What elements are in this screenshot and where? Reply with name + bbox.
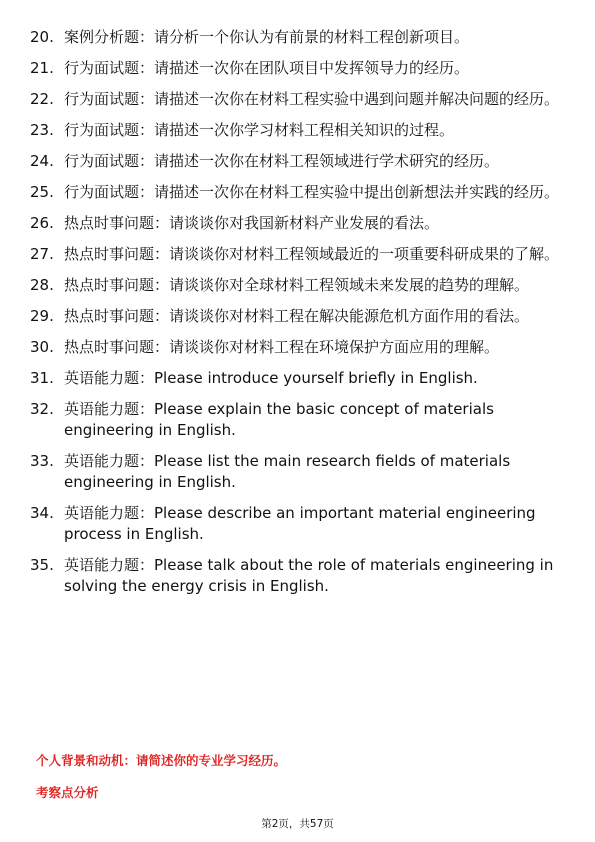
question-text: 英语能力题：Please explain the basic concept of materials engineering in English. (64, 400, 494, 439)
question-item (30, 368, 570, 389)
question-number: 21. (30, 59, 54, 77)
question-item (30, 182, 570, 203)
question-item (30, 399, 570, 441)
question-item (30, 58, 570, 79)
question-text: 案例分析题：请分析一个你认为有前景的材料工程创新项目。 (64, 28, 470, 46)
question-item (30, 451, 570, 493)
question-item (30, 337, 570, 358)
question-item (30, 120, 570, 141)
question-number: 25. (30, 183, 54, 201)
question-text: 行为面试题：请描述一次你在材料工程领域进行学术研究的经历。 (64, 152, 500, 170)
question-number: 24. (30, 152, 54, 170)
page-number-footer: 第2页，共57页 (261, 818, 334, 830)
question-text: 热点时事问题：请谈谈你对材料工程领域最近的一项重要科研成果的了解。 (64, 245, 560, 263)
section-heading: 个人背景和动机：请简述你的专业学习经历。 (36, 753, 287, 768)
question-item (30, 275, 570, 296)
question-number: 22. (30, 90, 54, 108)
question-number: 34. (30, 504, 54, 522)
question-number: 30. (30, 338, 54, 356)
question-text: 英语能力题：Please introduce yourself briefly in English. (64, 369, 478, 387)
question-text: 行为面试题：请描述一次你在材料工程实验中遇到问题并解决问题的经历。 (64, 90, 560, 108)
question-item (30, 27, 570, 48)
question-number: 29. (30, 307, 54, 325)
question-text: 热点时事问题：请谈谈你对材料工程在解决能源危机方面作用的看法。 (64, 307, 530, 325)
question-text: 热点时事问题：请谈谈你对我国新材料产业发展的看法。 (64, 214, 440, 232)
question-item (30, 213, 570, 234)
question-item (30, 151, 570, 172)
question-text: 行为面试题：请描述一次你学习材料工程相关知识的过程。 (64, 121, 455, 139)
question-item (30, 555, 570, 597)
question-number: 35. (30, 556, 54, 574)
question-number: 28. (30, 276, 54, 294)
question-text: 英语能力题：Please list the main research fields of materials engineering in English. (64, 452, 511, 491)
question-number: 23. (30, 121, 54, 139)
section-subheading: 考察点分析 (36, 785, 99, 800)
question-number: 33. (30, 452, 54, 470)
question-number: 27. (30, 245, 54, 263)
question-text: 行为面试题：请描述一次你在团队项目中发挥领导力的经历。 (64, 59, 470, 77)
question-number: 20. (30, 28, 54, 46)
question-text: 热点时事问题：请谈谈你对全球材料工程领域未来发展的趋势的理解。 (64, 276, 530, 294)
question-text: 热点时事问题：请谈谈你对材料工程在环境保护方面应用的理解。 (64, 338, 500, 356)
question-list (30, 27, 570, 607)
question-text: 英语能力题：Please talk about the role of materials engineering in solving the energy crisis in English. (64, 556, 554, 595)
question-number: 26. (30, 214, 54, 232)
question-item (30, 503, 570, 545)
question-item (30, 89, 570, 110)
question-item (30, 244, 570, 265)
question-text: 英语能力题：Please describe an important material engineering process in English. (64, 504, 536, 543)
question-number: 31. (30, 369, 54, 387)
question-item (30, 306, 570, 327)
question-number: 32. (30, 400, 54, 418)
question-text: 行为面试题：请描述一次你在材料工程实验中提出创新想法并实践的经历。 (64, 183, 560, 201)
